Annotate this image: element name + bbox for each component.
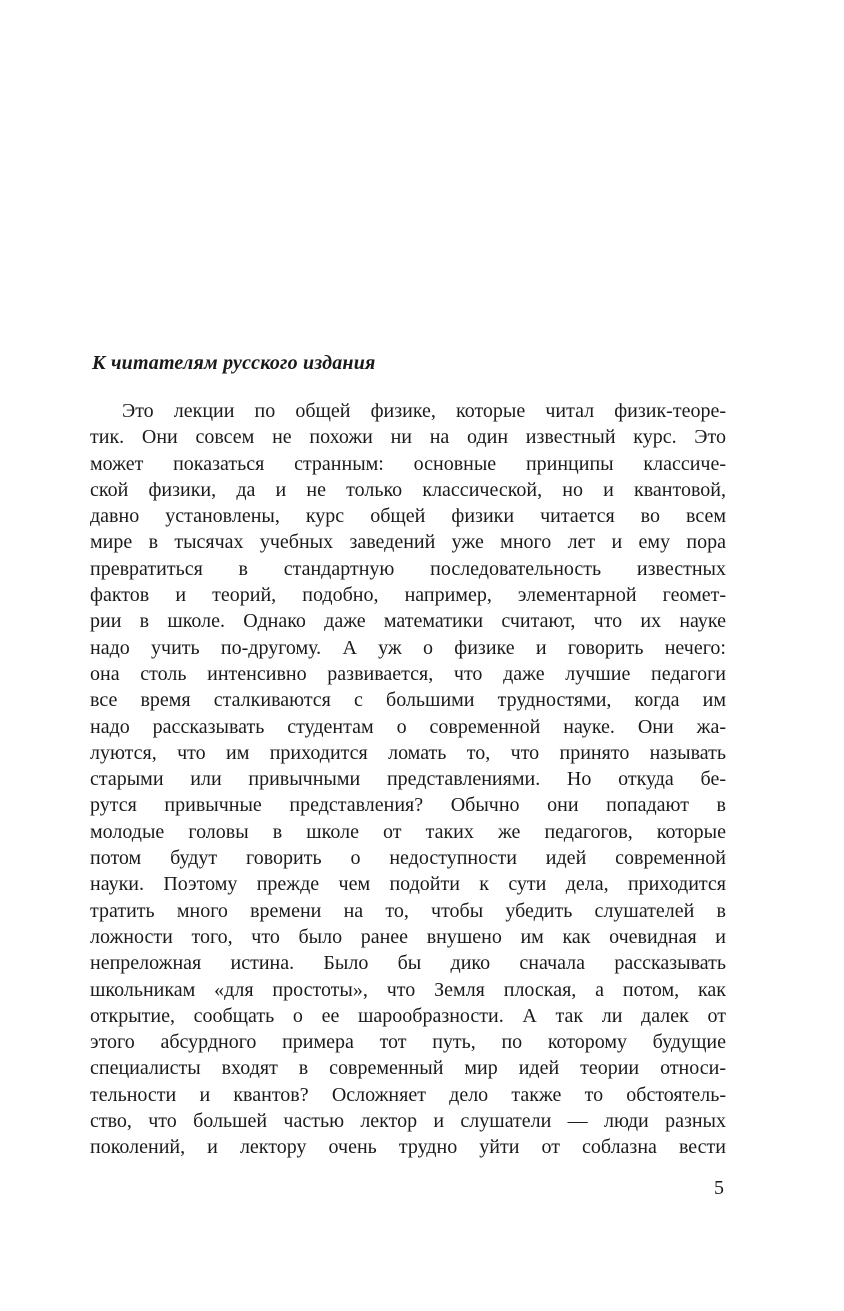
text-line: старыми или привычными представлениями. Но откуда бе- — [90, 768, 726, 791]
text-line: непреложная истина. Было бы дико сначала рассказывать — [90, 952, 726, 975]
text-line: фактов и теорий, подобно, например, элементарной геомет- — [90, 584, 726, 607]
text-line: она столь интенсивно развивается, что даже лучшие педагоги — [90, 662, 726, 685]
text-line: Это лекции по общей физике, которые читал физик-теоре- — [122, 400, 726, 422]
text-line: ложности того, что было ранее внушено им как очевидная и — [90, 925, 726, 948]
text-line: тик. Они совсем не похожи ни на один известный курс. Это — [90, 426, 726, 449]
text-line: надо рассказывать студентам о современной науке. Они жа- — [90, 715, 726, 738]
text-line: рии в школе. Однако даже математики считают, что их науке — [90, 610, 726, 633]
text-line: поколений, и лектору очень трудно уйти от соблазна вести — [90, 1136, 726, 1159]
text-line: луются, что им приходится ломать то, что принято называть — [90, 741, 726, 764]
text-line: ской физики, да и не только классической, но и квантовой, — [90, 478, 726, 501]
text-line: этого абсурдного примера тот путь, по которому будущие — [90, 1031, 726, 1054]
text-line: потом будут говорить о недоступности идей современной — [90, 847, 726, 870]
text-line: все время сталкиваются с большими трудностями, когда им — [90, 689, 726, 712]
text-line: тельности и квантов? Осложняет дело также то обстоятель- — [90, 1083, 726, 1106]
text-line: давно установлены, курс общей физики читается во всем — [90, 505, 726, 528]
section-heading: К читателям русского издания — [92, 352, 376, 374]
text-line: ство, что большей частью лектор и слушатели — люди разных — [90, 1110, 726, 1133]
text-line: специалисты входят в современный мир идей теории относи- — [90, 1057, 726, 1080]
text-line: школьникам «для простоты», что Земля плоская, а потом, как — [90, 978, 726, 1001]
text-line: превратиться в стандартную последовательность известных — [90, 557, 726, 580]
text-line: рутся привычные представления? Обычно они попадают в — [90, 794, 726, 817]
text-line: мире в тысячах учебных заведений уже много лет и ему пора — [90, 531, 726, 554]
text-line: молодые головы в школе от таких же педагогов, которые — [90, 820, 726, 843]
text-line: тратить много времени на то, чтобы убедить слушателей в — [90, 899, 726, 922]
text-line: науки. Поэтому прежде чем подойти к сути дела, приходится — [90, 873, 726, 896]
text-line: может показаться странным: основные принципы классиче- — [90, 452, 726, 475]
page-number: 5 — [714, 1177, 724, 1199]
body-paragraph — [90, 398, 726, 1161]
text-line: надо учить по-другому. А уж о физике и говорить нечего: — [90, 636, 726, 659]
text-line: открытие, сообщать о ее шарообразности. А так ли далек от — [90, 1004, 726, 1027]
